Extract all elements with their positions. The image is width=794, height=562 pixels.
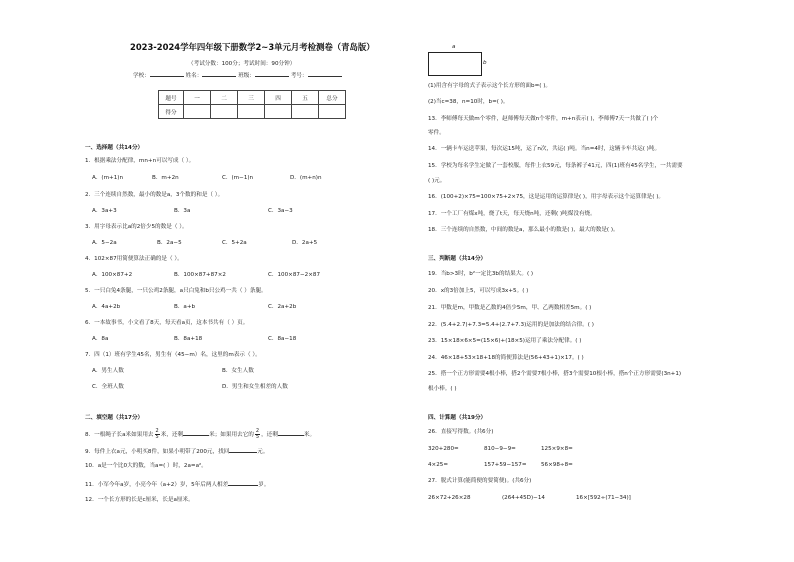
question-16: 16．(100+2)×75=100×75+2×75，这是运用的运算律是( )，用字母表示这个运算律是( )。 [428, 194, 664, 200]
score-cell: 题号 [159, 91, 184, 105]
section1-heading: 一、选择题（共14分） [85, 145, 144, 151]
option[interactable]: D．2a+5 [292, 240, 318, 246]
section4-heading: 四、计算题（共19分） [428, 415, 487, 421]
question-9-text: 9．每件上衣a元，小明买8件，如果小明带了200元，找回 [85, 449, 230, 455]
option[interactable]: A．100×87+2 [92, 272, 133, 278]
fraction-numerator: 2 [255, 428, 260, 434]
question-8-text: 米，还剩 [160, 432, 184, 438]
option[interactable]: A．3a+3 [92, 208, 117, 214]
question-26: 26．直接写得数。(共6分) [428, 429, 494, 435]
option[interactable]: A．5−2a [92, 240, 117, 246]
answer-blank[interactable] [183, 430, 209, 436]
question-12-part1: (1)用含有字母的式子表示这个长方形的面b=( )。 [428, 83, 551, 89]
question-21: 21．甲数是m，甲数是乙数的4倍少5m，甲、乙两数相差5m。( ) [428, 305, 592, 311]
option[interactable]: C．8a−18 [268, 336, 297, 342]
question-11 [85, 480, 269, 489]
question-20: 20．x的3倍加上5，可以写成3x+5。( ) [428, 288, 529, 294]
question-10: 10．a是一个比0大的数，当a=( ）时，2a=a²。 [85, 463, 207, 469]
calc-item: 157+59−157= [484, 462, 527, 468]
question-8-text: 米。 [303, 432, 316, 438]
option[interactable]: B．8a+18 [174, 336, 203, 342]
option[interactable]: C．2a+2b [268, 304, 297, 310]
page-title: 2023-2024学年四年级下册数学2~3单元月考检测卷（青岛版） [130, 42, 375, 52]
fraction-numerator: 2 [155, 428, 159, 434]
question-15-cont: ( )元。 [428, 178, 446, 184]
question-12: 12．一个长方形的长是c厘米，长是a厘米。 [85, 497, 194, 503]
score-table-score-row [159, 105, 346, 119]
option[interactable]: D．(m+n)n [290, 175, 322, 181]
id-field[interactable] [308, 71, 342, 77]
section2-heading: 二、填空题（共17分） [85, 415, 144, 421]
question-3: 3．用字母表示比a的2倍少5的数是（ ）。 [85, 224, 188, 230]
option[interactable]: A．男生人数 [92, 368, 124, 374]
question-2: 2．三个连续自然数，最小的数是a，3个数的和是（ ）。 [85, 192, 224, 198]
question-8-text: 米；如果用去它的 [209, 432, 254, 438]
option[interactable]: C．5+2a [222, 240, 247, 246]
option[interactable]: B．a+b [174, 304, 196, 310]
question-11-text: 11．小军今年a岁，小亮今年（a+2）岁，5年后两人相差 [85, 482, 229, 488]
question-6: 6．一本故事书，小文看了8天，每天看a页，这本书共有（ ）页。 [85, 320, 249, 326]
rect-top-label: a [452, 44, 456, 50]
question-17: 17．一个工厂有煤x吨，烧了t天，每天烧n吨，还剩( )吨煤没有烧。 [428, 211, 596, 217]
fraction-denominator: 5 [155, 434, 159, 440]
calc-item: 810−9−9= [484, 446, 516, 452]
name-label: 姓名： [185, 73, 203, 79]
question-15: 15．学校为每名学生定做了一套校服，每件上衣59元，每条裤子41元，四(1)班有45名学生，一共需要 [428, 163, 683, 169]
score-cell: 三 [238, 91, 265, 105]
question-4: 4．102×87用简便算法正确的是（ ）。 [85, 256, 183, 262]
school-field[interactable] [150, 71, 184, 77]
score-input-cell[interactable] [184, 105, 211, 119]
score-cell: 一 [184, 91, 211, 105]
score-cell: 得分 [159, 105, 184, 119]
question-24: 24．46×18+53×18+18的简便算法是(56+43+1)×17。( ) [428, 355, 584, 361]
option[interactable]: B．女生人数 [222, 368, 254, 374]
option[interactable]: B．3a [174, 208, 191, 214]
question-11-text: 岁。 [258, 482, 270, 488]
calc-item: 320+280= [428, 446, 459, 452]
score-input-cell[interactable] [292, 105, 319, 119]
answer-blank[interactable] [278, 430, 304, 436]
question-8-text: ，还剩 [261, 432, 278, 438]
school-label: 学校： [133, 73, 150, 79]
option[interactable]: B．100×87+87×2 [174, 272, 226, 278]
question-27: 27．脱式计算(能简便的要简便)。(共6分) [428, 478, 532, 484]
question-22: 22．(5.4+2.7)+7.3=5.4+(2.7+7.3)运用的是加法的结合律。( ) [428, 322, 594, 328]
fraction [255, 429, 260, 440]
class-field[interactable] [255, 71, 289, 77]
option[interactable]: A．(m+1)n [92, 175, 124, 181]
question-18: 18．三个连续的自然数，中间的数是a，那么最小的数是( )，最大的数是( )。 [428, 227, 619, 233]
question-1: 1．根据乘法分配律，mn+n可以写成（ ）。 [85, 158, 195, 164]
option[interactable]: A．4a+2b [92, 304, 121, 310]
rectangle-figure [428, 52, 482, 76]
option[interactable]: C．3a−3 [268, 208, 293, 214]
section3-heading: 三、判断题（共14分） [428, 256, 487, 262]
question-13-cont: 零件。 [428, 130, 445, 136]
option[interactable]: C．(m−1)n [222, 175, 254, 181]
fraction-denominator: 5 [255, 434, 260, 440]
question-5: 5．一只白兔4条腿，一只公鸡2条腿，a只白兔和b只公鸡一共（ ）条腿。 [85, 288, 267, 294]
score-input-cell[interactable] [238, 105, 265, 119]
question-8-text: 8．一根绳子长a米如果用去 [85, 432, 154, 438]
score-cell: 二 [211, 91, 238, 105]
calc-item: 56×98÷8= [541, 462, 573, 468]
score-input-cell[interactable] [319, 105, 346, 119]
score-cell: 总分 [319, 91, 346, 105]
question-14: 14．一辆卡车运送苹果，每次运15吨，运了n次，共运( )吨。当n=4时，这辆卡车共运( )吨。 [428, 146, 661, 152]
question-7: 7．四（1）班有学生45名，男生有（45−m）名，这里的m表示（ ）。 [85, 352, 261, 358]
score-input-cell[interactable] [265, 105, 292, 119]
fraction [155, 429, 160, 440]
id-label: 考号： [290, 73, 308, 79]
question-25-cont: 根小棒。( ) [428, 386, 457, 392]
question-8 [85, 429, 315, 440]
option[interactable]: B．m+2n [152, 175, 179, 181]
option[interactable]: A．8a [92, 336, 109, 342]
exam-info: （考试分数：100分；考试时间：90分钟） [188, 61, 296, 67]
score-cell: 五 [292, 91, 319, 105]
score-table [158, 90, 346, 119]
option[interactable]: B．2a−5 [157, 240, 182, 246]
question-9-text: 元。 [257, 449, 269, 455]
question-9 [85, 447, 269, 456]
calc-item: 16×[592÷(71−34)] [576, 495, 631, 501]
option[interactable]: D．男生和女生相差的人数 [222, 384, 288, 390]
score-input-cell[interactable] [211, 105, 238, 119]
score-table-header-row [159, 91, 346, 105]
rect-side-label: b [483, 60, 487, 66]
answer-blank[interactable] [228, 480, 258, 486]
question-13: 13．李师傅每天做m个零件，赵师傅每天做n个零件，m+n表示( )，李师傅7天一共做了( )个 [428, 116, 659, 122]
class-label: 班级： [238, 73, 255, 79]
question-19: 19．当b>3时，b²一定比3b的结果大。( ) [428, 271, 534, 277]
calc-item: 26×72+26×28 [428, 495, 471, 501]
calc-item: 125×9×8= [541, 446, 573, 452]
score-cell: 四 [265, 91, 292, 105]
calc-item: (264+45D)−14 [502, 495, 545, 501]
question-23: 23．15×18×6×5=(15×6)+(18×5)运用了乘法分配律。( ) [428, 338, 582, 344]
name-field[interactable] [202, 71, 236, 77]
calc-item: 4×25= [428, 462, 449, 468]
question-25: 25．搭一个正方形需要4根小棒，搭2个需要7根小棒，搭3个需要10根小棒，搭n个正方形需要(3n+1) [428, 371, 682, 377]
answer-blank[interactable] [229, 447, 257, 453]
student-info-line [133, 71, 342, 80]
option[interactable]: C．100×87−2×87 [268, 272, 321, 278]
question-12-part2: (2)当c=38，n=10时，b=( )。 [428, 99, 509, 105]
option[interactable]: C．全班人数 [92, 384, 124, 390]
